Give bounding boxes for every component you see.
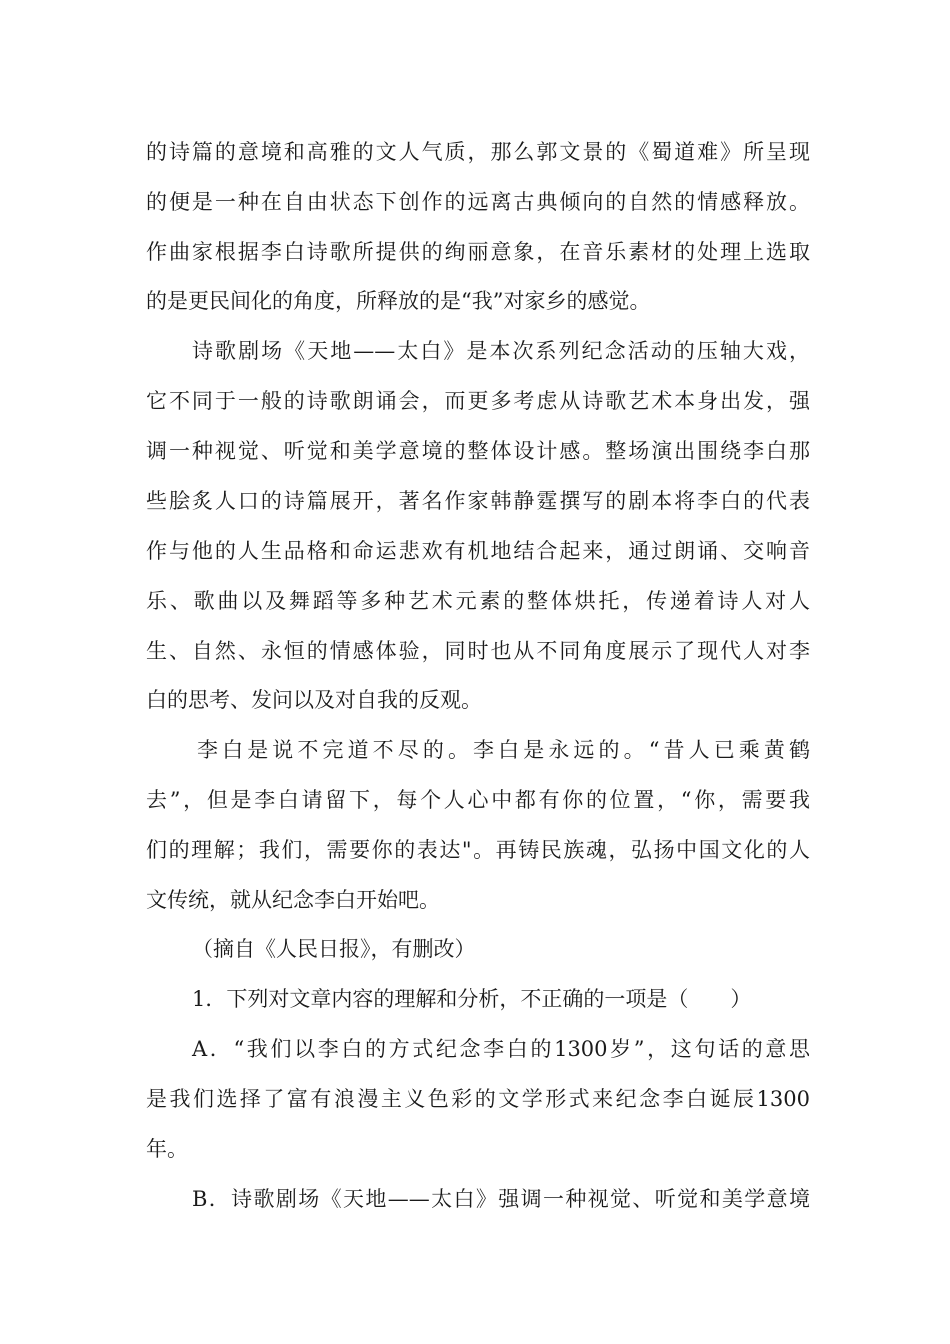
paragraph-line: 调一种视觉、听觉和美学意境的整体设计感。整场演出围绕李白那 [146,439,810,463]
paragraph-line: 白的思考、发问以及对自我的反观。 [146,688,482,712]
paragraph-line: 李白是说不完道不尽的。李白是永远的。“昔人已乘黄鹤 [197,738,810,762]
question-stem: 1．下列对文章内容的理解和分析，不正确的一项是（ ） [192,987,752,1011]
paragraph-line: 乐、歌曲以及舞蹈等多种艺术元素的整体烘托，传递着诗人对人 [146,589,810,613]
paragraph-line: 作曲家根据李白诗歌所提供的绚丽意象，在音乐素材的处理上选取 [146,240,810,264]
paragraph-line: 的诗篇的意境和高雅的文人气质，那么郭文景的《蜀道难》所呈现 [146,140,810,164]
paragraph-line: 去”，但是李白请留下，每个人心中都有你的位置，“你，需要我 [146,788,810,812]
paragraph-line: 它不同于一般的诗歌朗诵会，而更多考虑从诗歌艺术本身出发，强 [146,389,810,413]
option-a-line: 是我们选择了富有浪漫主义色彩的文学形式来纪念李白诞辰1300 [146,1087,810,1111]
paragraph-line: 生、自然、永恒的情感体验，同时也从不同角度展示了现代人对李 [146,639,810,663]
paragraph-line: 些脍炙人口的诗篇展开，著名作家韩静霆撰写的剧本将李白的代表 [146,489,810,513]
paragraph-line: 的便是一种在自由状态下创作的远离古典倾向的自然的情感释放。 [146,190,810,214]
paragraph-line: 作与他的人生品格和命运悲欢有机地结合起来，通过朗诵、交响音 [146,539,810,563]
paragraph-line: 诗歌剧场《天地——太白》是本次系列纪念活动的压轴大戏， [192,339,810,363]
option-a-line: 年。 [146,1137,188,1161]
source-note: （摘自《人民日报》，有删改） [192,937,476,961]
option-b-line: B．诗歌剧场《天地——太白》强调一种视觉、听觉和美学意境 [192,1187,810,1211]
paragraph-line: 们的理解；我们，需要你的表达"。再铸民族魂，弘扬中国文化的人 [146,838,810,862]
paragraph-line: 的是更民间化的角度，所释放的是“我”对家乡的感觉。 [146,289,651,313]
option-a-line: A．“我们以李白的方式纪念李白的1300岁”，这句话的意思 [192,1037,810,1061]
paragraph-line: 文传统，就从纪念李白开始吧。 [146,888,440,912]
